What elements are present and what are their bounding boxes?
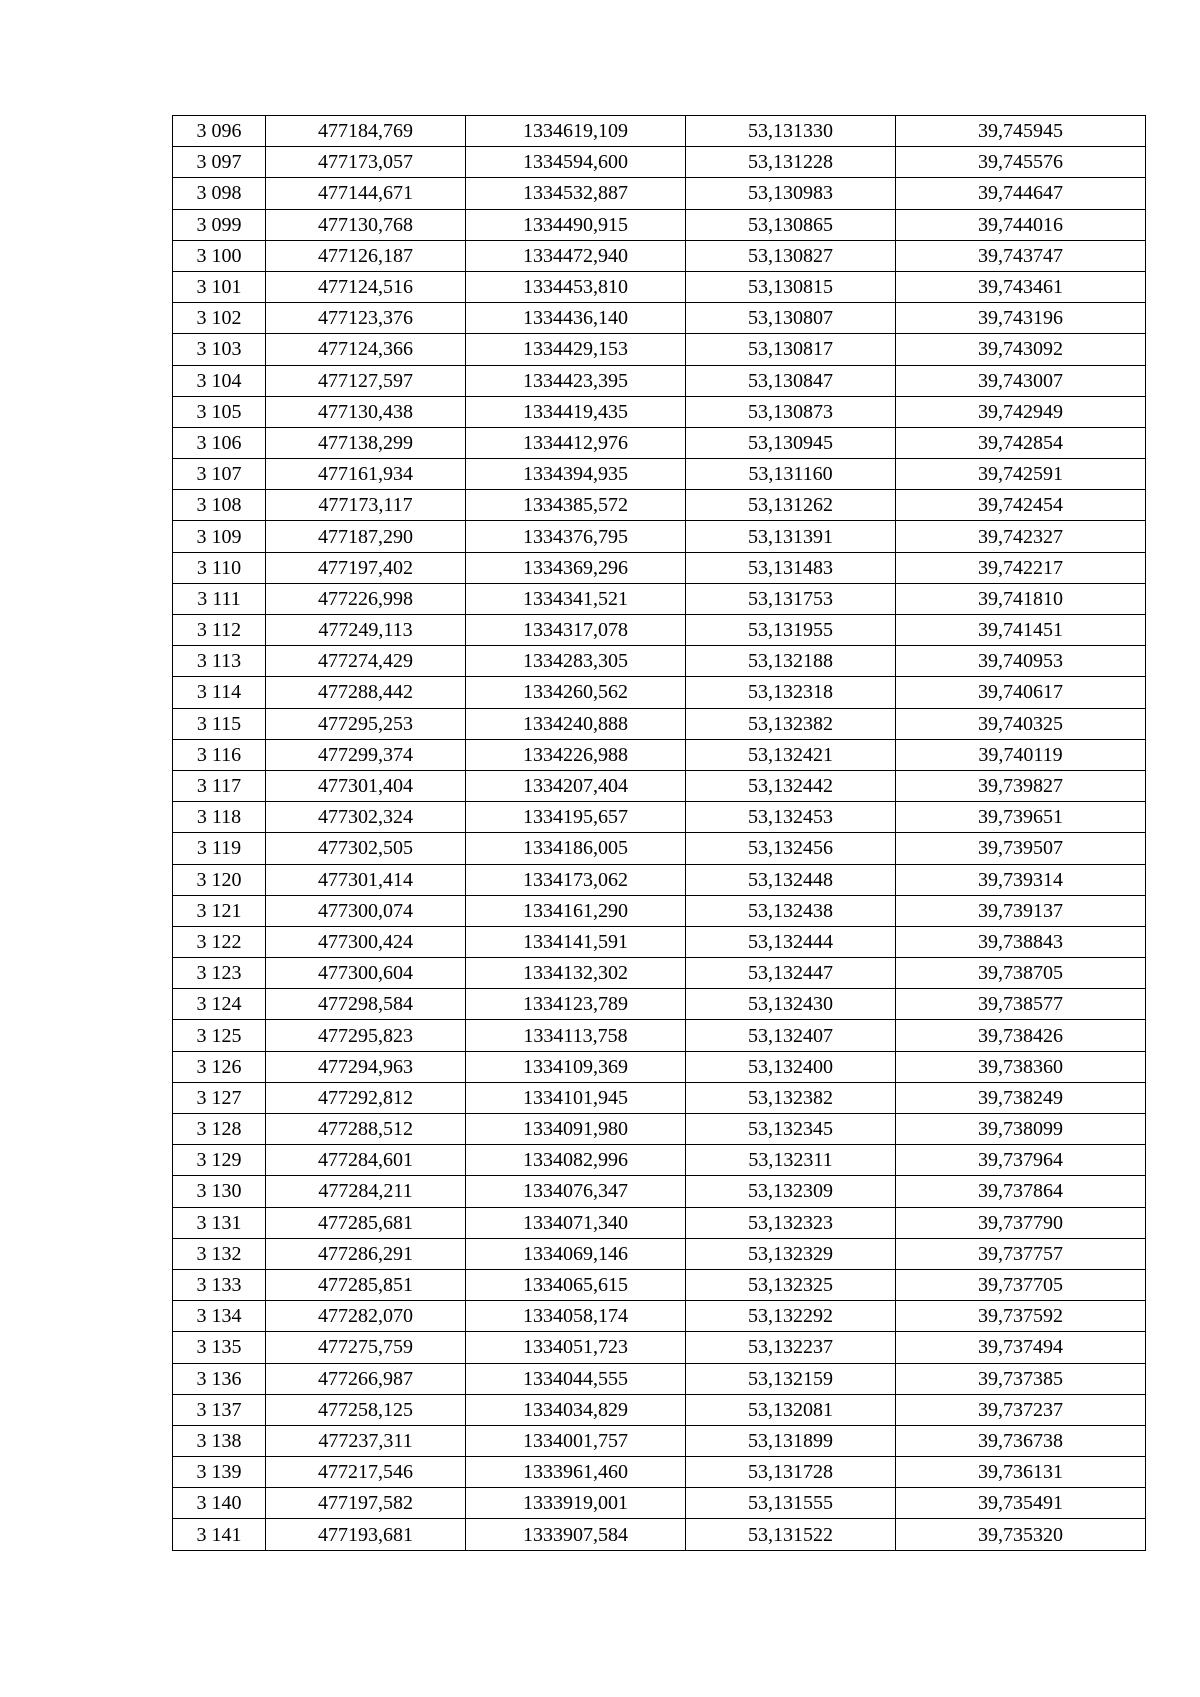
point-number-cell: 3 096 — [173, 116, 266, 147]
x-coordinate-cell: 477294,963 — [266, 1051, 466, 1082]
longitude-cell: 39,741451 — [896, 615, 1146, 646]
longitude-cell: 39,739651 — [896, 802, 1146, 833]
table-row — [173, 958, 1146, 989]
point-number-cell: 3 135 — [173, 1332, 266, 1363]
table-row — [173, 490, 1146, 521]
table-row — [173, 1082, 1146, 1113]
y-coordinate-cell: 1334186,005 — [466, 833, 686, 864]
latitude-cell: 53,132318 — [686, 677, 896, 708]
table-row — [173, 646, 1146, 677]
longitude-cell: 39,745576 — [896, 147, 1146, 178]
longitude-cell: 39,740953 — [896, 646, 1146, 677]
x-coordinate-cell: 477266,987 — [266, 1363, 466, 1394]
y-coordinate-cell: 1334369,296 — [466, 552, 686, 583]
point-number-cell: 3 116 — [173, 739, 266, 770]
y-coordinate-cell: 1334044,555 — [466, 1363, 686, 1394]
longitude-cell: 39,744647 — [896, 178, 1146, 209]
longitude-cell: 39,737790 — [896, 1207, 1146, 1238]
point-number-cell: 3 134 — [173, 1301, 266, 1332]
point-number-cell: 3 137 — [173, 1394, 266, 1425]
y-coordinate-cell: 1334082,996 — [466, 1145, 686, 1176]
longitude-cell: 39,744016 — [896, 209, 1146, 240]
table-row — [173, 427, 1146, 458]
point-number-cell: 3 125 — [173, 1020, 266, 1051]
latitude-cell: 53,132323 — [686, 1207, 896, 1238]
table-row — [173, 459, 1146, 490]
table-row — [173, 396, 1146, 427]
x-coordinate-cell: 477295,823 — [266, 1020, 466, 1051]
latitude-cell: 53,131728 — [686, 1457, 896, 1488]
point-number-cell: 3 127 — [173, 1082, 266, 1113]
x-coordinate-cell: 477282,070 — [266, 1301, 466, 1332]
point-number-cell: 3 140 — [173, 1488, 266, 1519]
table-row — [173, 178, 1146, 209]
table-row — [173, 1020, 1146, 1051]
point-number-cell: 3 120 — [173, 864, 266, 895]
latitude-cell: 53,132292 — [686, 1301, 896, 1332]
coordinates-table — [172, 115, 1146, 1551]
point-number-cell: 3 113 — [173, 646, 266, 677]
longitude-cell: 39,738843 — [896, 926, 1146, 957]
latitude-cell: 53,132159 — [686, 1363, 896, 1394]
x-coordinate-cell: 477285,851 — [266, 1269, 466, 1300]
table-row — [173, 1457, 1146, 1488]
latitude-cell: 53,132329 — [686, 1238, 896, 1269]
point-number-cell: 3 141 — [173, 1519, 266, 1550]
y-coordinate-cell: 1334141,591 — [466, 926, 686, 957]
y-coordinate-cell: 1334317,078 — [466, 615, 686, 646]
table-row — [173, 1394, 1146, 1425]
longitude-cell: 39,742454 — [896, 490, 1146, 521]
table-row — [173, 116, 1146, 147]
y-coordinate-cell: 1333961,460 — [466, 1457, 686, 1488]
longitude-cell: 39,743007 — [896, 365, 1146, 396]
latitude-cell: 53,132407 — [686, 1020, 896, 1051]
y-coordinate-cell: 1334101,945 — [466, 1082, 686, 1113]
point-number-cell: 3 100 — [173, 240, 266, 271]
longitude-cell: 39,738249 — [896, 1082, 1146, 1113]
longitude-cell: 39,742854 — [896, 427, 1146, 458]
latitude-cell: 53,132188 — [686, 646, 896, 677]
point-number-cell: 3 139 — [173, 1457, 266, 1488]
longitude-cell: 39,742949 — [896, 396, 1146, 427]
y-coordinate-cell: 1334173,062 — [466, 864, 686, 895]
x-coordinate-cell: 477288,442 — [266, 677, 466, 708]
x-coordinate-cell: 477300,074 — [266, 895, 466, 926]
latitude-cell: 53,132237 — [686, 1332, 896, 1363]
x-coordinate-cell: 477284,601 — [266, 1145, 466, 1176]
longitude-cell: 39,737757 — [896, 1238, 1146, 1269]
latitude-cell: 53,132382 — [686, 1082, 896, 1113]
y-coordinate-cell: 1334240,888 — [466, 708, 686, 739]
longitude-cell: 39,738360 — [896, 1051, 1146, 1082]
x-coordinate-cell: 477144,671 — [266, 178, 466, 209]
longitude-cell: 39,743092 — [896, 334, 1146, 365]
latitude-cell: 53,131391 — [686, 521, 896, 552]
x-coordinate-cell: 477274,429 — [266, 646, 466, 677]
y-coordinate-cell: 1334412,976 — [466, 427, 686, 458]
point-number-cell: 3 106 — [173, 427, 266, 458]
x-coordinate-cell: 477161,934 — [266, 459, 466, 490]
y-coordinate-cell: 1334436,140 — [466, 303, 686, 334]
point-number-cell: 3 126 — [173, 1051, 266, 1082]
table-row — [173, 1051, 1146, 1082]
x-coordinate-cell: 477124,366 — [266, 334, 466, 365]
latitude-cell: 53,132325 — [686, 1269, 896, 1300]
latitude-cell: 53,130847 — [686, 365, 896, 396]
latitude-cell: 53,132345 — [686, 1114, 896, 1145]
y-coordinate-cell: 1334376,795 — [466, 521, 686, 552]
longitude-cell: 39,737237 — [896, 1394, 1146, 1425]
table-row — [173, 521, 1146, 552]
latitude-cell: 53,130815 — [686, 271, 896, 302]
point-number-cell: 3 110 — [173, 552, 266, 583]
longitude-cell: 39,738705 — [896, 958, 1146, 989]
point-number-cell: 3 098 — [173, 178, 266, 209]
point-number-cell: 3 121 — [173, 895, 266, 926]
table-row — [173, 802, 1146, 833]
latitude-cell: 53,131330 — [686, 116, 896, 147]
latitude-cell: 53,130807 — [686, 303, 896, 334]
y-coordinate-cell: 1334069,146 — [466, 1238, 686, 1269]
latitude-cell: 53,130817 — [686, 334, 896, 365]
latitude-cell: 53,132447 — [686, 958, 896, 989]
longitude-cell: 39,742327 — [896, 521, 1146, 552]
point-number-cell: 3 108 — [173, 490, 266, 521]
latitude-cell: 53,132444 — [686, 926, 896, 957]
longitude-cell: 39,737592 — [896, 1301, 1146, 1332]
point-number-cell: 3 104 — [173, 365, 266, 396]
point-number-cell: 3 103 — [173, 334, 266, 365]
latitude-cell: 53,132442 — [686, 770, 896, 801]
table-row — [173, 1145, 1146, 1176]
point-number-cell: 3 107 — [173, 459, 266, 490]
x-coordinate-cell: 477123,376 — [266, 303, 466, 334]
coordinates-table-body — [173, 116, 1146, 1551]
point-number-cell: 3 102 — [173, 303, 266, 334]
x-coordinate-cell: 477301,404 — [266, 770, 466, 801]
latitude-cell: 53,131522 — [686, 1519, 896, 1550]
table-row — [173, 989, 1146, 1020]
latitude-cell: 53,132309 — [686, 1176, 896, 1207]
point-number-cell: 3 099 — [173, 209, 266, 240]
longitude-cell: 39,740119 — [896, 739, 1146, 770]
table-row — [173, 833, 1146, 864]
x-coordinate-cell: 477193,681 — [266, 1519, 466, 1550]
table-row — [173, 1425, 1146, 1456]
y-coordinate-cell: 1334132,302 — [466, 958, 686, 989]
table-row — [173, 209, 1146, 240]
longitude-cell: 39,743196 — [896, 303, 1146, 334]
x-coordinate-cell: 477197,402 — [266, 552, 466, 583]
table-row — [173, 303, 1146, 334]
table-row — [173, 1207, 1146, 1238]
latitude-cell: 53,131555 — [686, 1488, 896, 1519]
latitude-cell: 53,130945 — [686, 427, 896, 458]
x-coordinate-cell: 477126,187 — [266, 240, 466, 271]
x-coordinate-cell: 477184,769 — [266, 116, 466, 147]
x-coordinate-cell: 477258,125 — [266, 1394, 466, 1425]
longitude-cell: 39,743747 — [896, 240, 1146, 271]
y-coordinate-cell: 1334260,562 — [466, 677, 686, 708]
y-coordinate-cell: 1333907,584 — [466, 1519, 686, 1550]
x-coordinate-cell: 477288,512 — [266, 1114, 466, 1145]
point-number-cell: 3 115 — [173, 708, 266, 739]
x-coordinate-cell: 477124,516 — [266, 271, 466, 302]
longitude-cell: 39,738577 — [896, 989, 1146, 1020]
table-row — [173, 240, 1146, 271]
y-coordinate-cell: 1333919,001 — [466, 1488, 686, 1519]
point-number-cell: 3 136 — [173, 1363, 266, 1394]
x-coordinate-cell: 477285,681 — [266, 1207, 466, 1238]
x-coordinate-cell: 477301,414 — [266, 864, 466, 895]
longitude-cell: 39,737494 — [896, 1332, 1146, 1363]
y-coordinate-cell: 1334076,347 — [466, 1176, 686, 1207]
latitude-cell: 53,132456 — [686, 833, 896, 864]
y-coordinate-cell: 1334001,757 — [466, 1425, 686, 1456]
x-coordinate-cell: 477286,291 — [266, 1238, 466, 1269]
table-row — [173, 739, 1146, 770]
y-coordinate-cell: 1334091,980 — [466, 1114, 686, 1145]
latitude-cell: 53,130873 — [686, 396, 896, 427]
table-row — [173, 1488, 1146, 1519]
point-number-cell: 3 118 — [173, 802, 266, 833]
x-coordinate-cell: 477127,597 — [266, 365, 466, 396]
point-number-cell: 3 123 — [173, 958, 266, 989]
point-number-cell: 3 133 — [173, 1269, 266, 1300]
y-coordinate-cell: 1334283,305 — [466, 646, 686, 677]
table-row — [173, 1519, 1146, 1550]
longitude-cell: 39,736738 — [896, 1425, 1146, 1456]
table-row — [173, 770, 1146, 801]
latitude-cell: 53,132421 — [686, 739, 896, 770]
table-row — [173, 1332, 1146, 1363]
point-number-cell: 3 097 — [173, 147, 266, 178]
table-row — [173, 365, 1146, 396]
y-coordinate-cell: 1334113,758 — [466, 1020, 686, 1051]
longitude-cell: 39,736131 — [896, 1457, 1146, 1488]
longitude-cell: 39,737385 — [896, 1363, 1146, 1394]
latitude-cell: 53,130865 — [686, 209, 896, 240]
latitude-cell: 53,131899 — [686, 1425, 896, 1456]
x-coordinate-cell: 477130,438 — [266, 396, 466, 427]
x-coordinate-cell: 477275,759 — [266, 1332, 466, 1363]
longitude-cell: 39,740325 — [896, 708, 1146, 739]
point-number-cell: 3 117 — [173, 770, 266, 801]
y-coordinate-cell: 1334453,810 — [466, 271, 686, 302]
y-coordinate-cell: 1334419,435 — [466, 396, 686, 427]
table-row — [173, 677, 1146, 708]
table-row — [173, 708, 1146, 739]
longitude-cell: 39,740617 — [896, 677, 1146, 708]
x-coordinate-cell: 477302,505 — [266, 833, 466, 864]
latitude-cell: 53,130983 — [686, 178, 896, 209]
point-number-cell: 3 124 — [173, 989, 266, 1020]
latitude-cell: 53,132400 — [686, 1051, 896, 1082]
x-coordinate-cell: 477292,812 — [266, 1082, 466, 1113]
table-row — [173, 583, 1146, 614]
latitude-cell: 53,131262 — [686, 490, 896, 521]
y-coordinate-cell: 1334065,615 — [466, 1269, 686, 1300]
longitude-cell: 39,735491 — [896, 1488, 1146, 1519]
longitude-cell: 39,737705 — [896, 1269, 1146, 1300]
y-coordinate-cell: 1334207,404 — [466, 770, 686, 801]
longitude-cell: 39,741810 — [896, 583, 1146, 614]
x-coordinate-cell: 477284,211 — [266, 1176, 466, 1207]
latitude-cell: 53,132438 — [686, 895, 896, 926]
table-row — [173, 334, 1146, 365]
longitude-cell: 39,737964 — [896, 1145, 1146, 1176]
latitude-cell: 53,132448 — [686, 864, 896, 895]
x-coordinate-cell: 477295,253 — [266, 708, 466, 739]
table-row — [173, 271, 1146, 302]
longitude-cell: 39,742591 — [896, 459, 1146, 490]
table-row — [173, 615, 1146, 646]
x-coordinate-cell: 477226,998 — [266, 583, 466, 614]
latitude-cell: 53,130827 — [686, 240, 896, 271]
point-number-cell: 3 119 — [173, 833, 266, 864]
x-coordinate-cell: 477217,546 — [266, 1457, 466, 1488]
x-coordinate-cell: 477138,299 — [266, 427, 466, 458]
x-coordinate-cell: 477173,057 — [266, 147, 466, 178]
table-row — [173, 1114, 1146, 1145]
x-coordinate-cell: 477300,424 — [266, 926, 466, 957]
latitude-cell: 53,132453 — [686, 802, 896, 833]
table-row — [173, 864, 1146, 895]
point-number-cell: 3 112 — [173, 615, 266, 646]
latitude-cell: 53,131160 — [686, 459, 896, 490]
table-row — [173, 1301, 1146, 1332]
longitude-cell: 39,742217 — [896, 552, 1146, 583]
x-coordinate-cell: 477130,768 — [266, 209, 466, 240]
point-number-cell: 3 131 — [173, 1207, 266, 1238]
latitude-cell: 53,132430 — [686, 989, 896, 1020]
point-number-cell: 3 138 — [173, 1425, 266, 1456]
point-number-cell: 3 132 — [173, 1238, 266, 1269]
longitude-cell: 39,739314 — [896, 864, 1146, 895]
y-coordinate-cell: 1334341,521 — [466, 583, 686, 614]
point-number-cell: 3 130 — [173, 1176, 266, 1207]
longitude-cell: 39,737864 — [896, 1176, 1146, 1207]
y-coordinate-cell: 1334195,657 — [466, 802, 686, 833]
x-coordinate-cell: 477300,604 — [266, 958, 466, 989]
y-coordinate-cell: 1334051,723 — [466, 1332, 686, 1363]
latitude-cell: 53,131753 — [686, 583, 896, 614]
point-number-cell: 3 101 — [173, 271, 266, 302]
y-coordinate-cell: 1334109,369 — [466, 1051, 686, 1082]
table-row — [173, 1269, 1146, 1300]
point-number-cell: 3 128 — [173, 1114, 266, 1145]
y-coordinate-cell: 1334034,829 — [466, 1394, 686, 1425]
x-coordinate-cell: 477173,117 — [266, 490, 466, 521]
table-row — [173, 1238, 1146, 1269]
longitude-cell: 39,738099 — [896, 1114, 1146, 1145]
longitude-cell: 39,739827 — [896, 770, 1146, 801]
table-row — [173, 1176, 1146, 1207]
y-coordinate-cell: 1334594,600 — [466, 147, 686, 178]
latitude-cell: 53,132382 — [686, 708, 896, 739]
table-row — [173, 926, 1146, 957]
longitude-cell: 39,745945 — [896, 116, 1146, 147]
y-coordinate-cell: 1334071,340 — [466, 1207, 686, 1238]
table-row — [173, 895, 1146, 926]
latitude-cell: 53,132311 — [686, 1145, 896, 1176]
point-number-cell: 3 105 — [173, 396, 266, 427]
latitude-cell: 53,131483 — [686, 552, 896, 583]
point-number-cell: 3 111 — [173, 583, 266, 614]
point-number-cell: 3 129 — [173, 1145, 266, 1176]
x-coordinate-cell: 477197,582 — [266, 1488, 466, 1519]
x-coordinate-cell: 477249,113 — [266, 615, 466, 646]
y-coordinate-cell: 1334532,887 — [466, 178, 686, 209]
longitude-cell: 39,743461 — [896, 271, 1146, 302]
table-row — [173, 552, 1146, 583]
y-coordinate-cell: 1334490,915 — [466, 209, 686, 240]
y-coordinate-cell: 1334394,935 — [466, 459, 686, 490]
table-row — [173, 1363, 1146, 1394]
y-coordinate-cell: 1334472,940 — [466, 240, 686, 271]
x-coordinate-cell: 477302,324 — [266, 802, 466, 833]
x-coordinate-cell: 477299,374 — [266, 739, 466, 770]
point-number-cell: 3 109 — [173, 521, 266, 552]
longitude-cell: 39,735320 — [896, 1519, 1146, 1550]
table-row — [173, 147, 1146, 178]
x-coordinate-cell: 477298,584 — [266, 989, 466, 1020]
point-number-cell: 3 122 — [173, 926, 266, 957]
longitude-cell: 39,739137 — [896, 895, 1146, 926]
y-coordinate-cell: 1334619,109 — [466, 116, 686, 147]
y-coordinate-cell: 1334058,174 — [466, 1301, 686, 1332]
y-coordinate-cell: 1334123,789 — [466, 989, 686, 1020]
longitude-cell: 39,739507 — [896, 833, 1146, 864]
x-coordinate-cell: 477187,290 — [266, 521, 466, 552]
y-coordinate-cell: 1334423,395 — [466, 365, 686, 396]
y-coordinate-cell: 1334385,572 — [466, 490, 686, 521]
latitude-cell: 53,132081 — [686, 1394, 896, 1425]
y-coordinate-cell: 1334226,988 — [466, 739, 686, 770]
y-coordinate-cell: 1334429,153 — [466, 334, 686, 365]
x-coordinate-cell: 477237,311 — [266, 1425, 466, 1456]
latitude-cell: 53,131228 — [686, 147, 896, 178]
y-coordinate-cell: 1334161,290 — [466, 895, 686, 926]
point-number-cell: 3 114 — [173, 677, 266, 708]
latitude-cell: 53,131955 — [686, 615, 896, 646]
longitude-cell: 39,738426 — [896, 1020, 1146, 1051]
